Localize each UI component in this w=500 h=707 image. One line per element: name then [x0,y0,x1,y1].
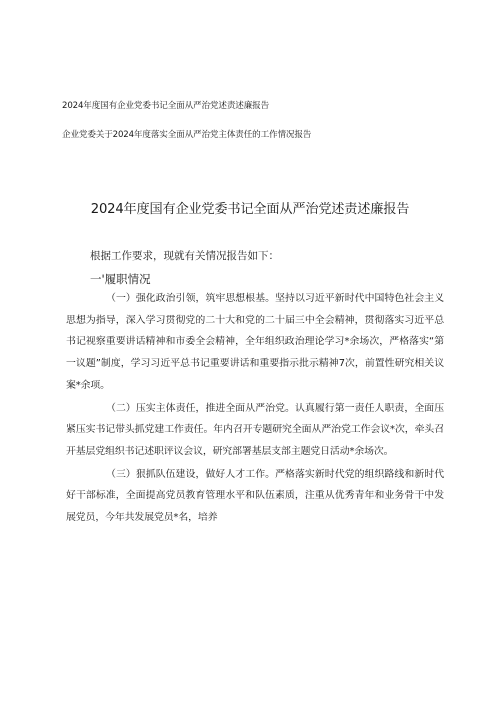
document-title: 2024年度国有企业党委书记全面从严治党述责述廉报告 [90,202,410,217]
document-body [66,248,444,529]
table-of-contents [62,100,482,141]
paragraph: （二）压实主体责任，推进全面从严治党。认真履行第一责任人职责，全面压紧压实书记带头抓党建工作责任。年内召开专题研究全面从严治党工作会议*次，牵头召开基层党组织书记述职评议会议，研究部署基层支部主题党日活动*余场次。 [66,402,444,457]
paragraph: （三）狠抓队伍建设，做好人才工作。严格落实新时代党的组织路线和新时代好干部标准，全面提高党员教育管理水平和队伍素质，注重从优秀青年和业务骨干中发展党员，今年共发展党员*名，培养 [66,468,444,524]
toc-item: 2024年度国有企业党委书记全面从严治党述责述廉报告 [62,101,270,111]
toc-item: 企业党委关于2024年度落实全面从严治党主体责任的工作情况报告 [62,130,312,140]
paragraph: （一）强化政治引领，筑牢思想根基。坚持以习近平新时代中国特色社会主义思想为指导，深入学习贯彻党的二十大和党的二十届三中全会精神，贯彻落实习近平总书记视察重要讲话精神和市委全会精神，全年组织政治理论学习*余场次，严格落实“第一议题”制度，学习习近平总书记重要讲话和重要指示批示精神7次，前置性研究相关议案*余项。 [66,293,444,391]
section-heading: 一'履职情况 [90,272,151,286]
intro-text: 根据工作要求，现就有关情况报告如下： [90,250,279,262]
